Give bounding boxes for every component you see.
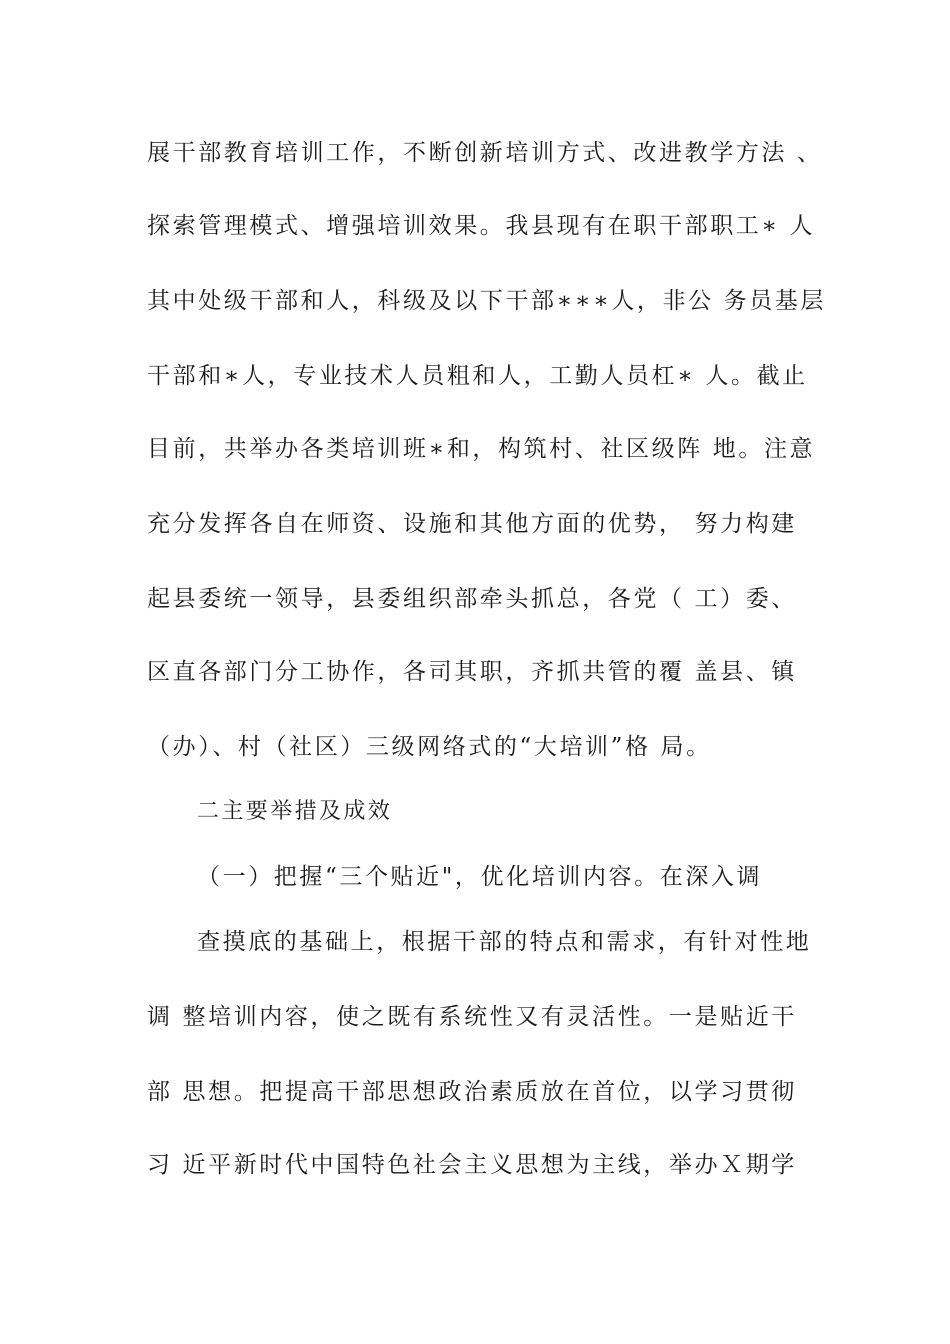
body-text-line-7: 起县委统一领导，县委组织部牵头抓总，各党（ 工）委、 [147,586,797,612]
body-text-line-2: 探索管理模式、增强培训效果。我县现有在职干部职工∗ 人 [147,213,816,239]
body-text-line-4: 干部和∗人，专业技术人员粗和人，工勤人员杠∗ 人。截止 [147,363,808,389]
body-text-line-6: 充分发挥各自在师资、设施和其他方面的优势， 努力构建 [147,511,797,537]
body-text-line-3: 其中处级干部和人，科级及以下干部∗∗∗人，非公 务员基层 [147,288,827,314]
body-text-line-5: 目前，共举办各类培训班∗和，构筑村、社区级阵 地。注意 [147,436,816,462]
body-text-line-14: 部 思想。把提高干部思想政治素质放在首位，以学习贯彻 [147,1079,797,1105]
body-text-line-12: 查摸底的基础上，根据干部的特点和需求，有针对性地 [197,929,812,955]
section-heading: 二主要举措及成效 [197,799,393,824]
body-text-line-8: 区直各部门分工协作，各司其职，齐抓共管的覆 盖县、镇 [147,659,797,685]
subsection-heading-line: （一）把握“三个贴近"，优化培训内容。在深入调 [197,864,763,890]
body-text-line-1: 展干部教育培训工作，不断创新培训方式、改进教学方法 、 [147,140,823,166]
body-text-line-9: （办）、村（社区）三级网络式的“大培训”格 局。 [147,734,712,760]
body-text-line-15: 习 近平新时代中国特色社会主义思想为主线，举办Ｘ期学 [147,1152,797,1178]
body-text-line-13: 调 整培训内容，使之既有系统性又有灵活性。一是贴近干 [147,1004,797,1030]
